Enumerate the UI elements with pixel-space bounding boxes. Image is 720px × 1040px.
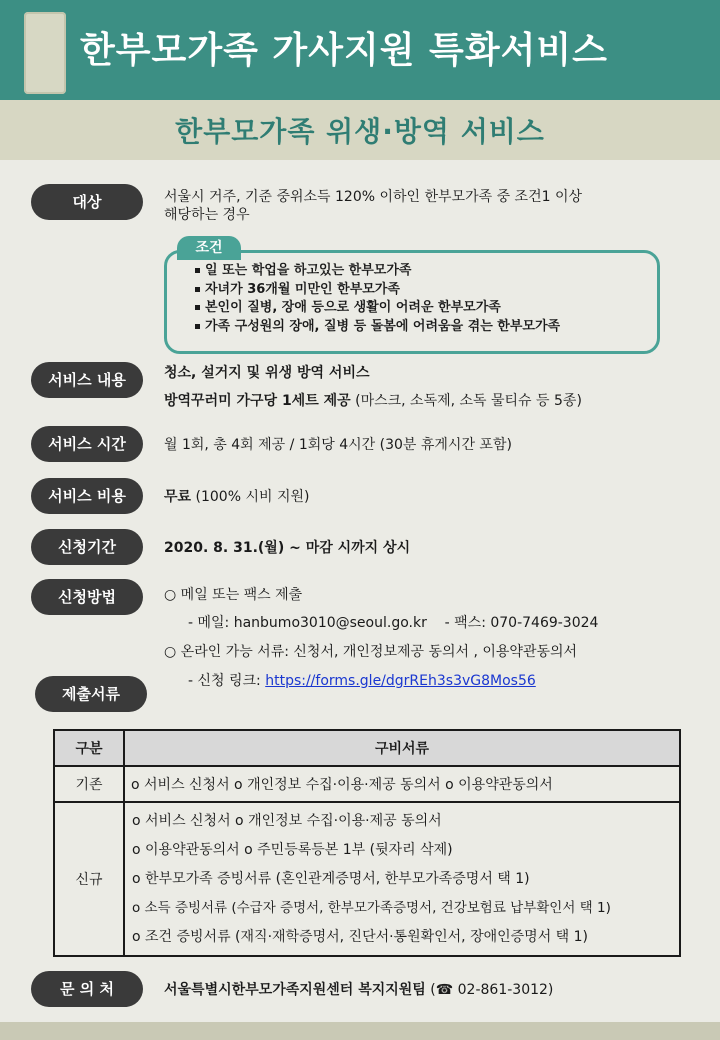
scroll-decoration-icon: [24, 12, 66, 94]
condition-item: 본인이 질병, 장애 등으로 생활이 어려운 한부모가족: [195, 299, 560, 318]
period-label: 신청기간: [31, 529, 143, 565]
footer-bar: [0, 1022, 720, 1040]
target-line2: 해당하는 경우: [164, 207, 250, 223]
table-row: [54, 766, 680, 802]
doc-line: o 소득 증빙서류 (수급자 증명서, 한부모가족증명서, 건강보험료 납부확인서 택 1): [132, 899, 611, 916]
documents-table: [53, 729, 681, 957]
bullet-square-icon: [195, 287, 200, 292]
service-cost-text: 무료 (100% 시비 지원): [164, 489, 310, 505]
table-header-row: [54, 730, 680, 766]
service-cost-label: 서비스 비용: [31, 478, 143, 514]
condition-item: 자녀가 36개월 미만인 한부모가족: [195, 281, 560, 300]
service-time-text: 월 1회, 총 4회 제공 / 1회당 4시간 (30분 휴게시간 포함): [164, 437, 512, 453]
bullet-square-icon: [195, 268, 200, 273]
doc-line: o 한부모가족 증빙서류 (혼인관계증명서, 한부모가족증명서 택 1): [132, 870, 530, 887]
row-docs-existing: o 서비스 신청서 o 개인정보 수집·이용·제공 동의서 o 이용약관동의서: [124, 766, 680, 802]
service-time-label: 서비스 시간: [31, 426, 143, 462]
method-line1: ○ 메일 또는 팩스 제출: [164, 587, 303, 603]
service-content-line1: 청소, 설거지 및 위생 방역 서비스: [164, 365, 370, 381]
conditions-list: [195, 262, 560, 336]
row-type-new: 신규: [54, 802, 124, 956]
condition-item: 일 또는 학업을 하고있는 한부모가족: [195, 262, 560, 281]
period-text: 2020. 8. 31.(월) ~ 마감 시까지 상시: [164, 540, 411, 556]
subtitle-bar: [0, 100, 720, 160]
condition-item: 가족 구성원의 장애, 질병 등 돌봄에 어려움을 겪는 한부모가족: [195, 318, 560, 337]
method-line3: ○ 온라인 가능 서류: 신청서, 개인정보제공 동의서 , 이용약관동의서: [164, 644, 578, 660]
target-line1: 서울시 거주, 기준 중위소득 120% 이하인 한부모가족 중 조건1 이상: [164, 189, 583, 205]
doc-line: o 서비스 신청서 o 개인정보 수집·이용·제공 동의서: [132, 812, 442, 829]
method-label: 신청방법: [31, 579, 143, 615]
table-header-docs: 구비서류: [124, 730, 680, 766]
application-link[interactable]: https://forms.gle/dgrREh3s3vG8Mos56: [265, 673, 536, 689]
row-type-existing: 기존: [54, 766, 124, 802]
table-header-type: 구분: [54, 730, 124, 766]
page-title: 한부모가족 가사지원 특화서비스: [80, 30, 608, 71]
doc-line: o 이용약관동의서 o 주민등록등본 1부 (뒷자리 삭제): [132, 841, 453, 858]
documents-label: 제출서류: [35, 676, 147, 712]
conditions-tab: 조건: [177, 236, 241, 260]
target-label: 대상: [31, 184, 143, 220]
bullet-square-icon: [195, 324, 200, 329]
method-line4: - 신청 링크: https://forms.gle/dgrREh3s3vG8Mos56: [188, 673, 536, 689]
page-subtitle: 한부모가족 위생·방역 서비스: [175, 115, 545, 148]
method-line2: - 메일: hanbumo3010@seoul.go.kr - 팩스: 070-7469-3024: [188, 615, 599, 631]
service-content-line2: 방역꾸러미 가구당 1세트 제공 (마스크, 소독제, 소독 물티슈 등 5종): [164, 393, 582, 409]
row-docs-new: [124, 802, 680, 956]
doc-line: o 조건 증빙서류 (재직·재학증명서, 진단서·통원확인서, 장애인증명서 택 1): [132, 928, 589, 945]
table-row: [54, 802, 680, 956]
bullet-square-icon: [195, 305, 200, 310]
contact-label: 문 의 처: [31, 971, 143, 1007]
service-content-label: 서비스 내용: [31, 362, 143, 398]
header-banner: [0, 0, 720, 100]
contact-text: 서울특별시한부모가족지원센터 복지지원팀 (☎ 02-861-3012): [164, 982, 554, 998]
